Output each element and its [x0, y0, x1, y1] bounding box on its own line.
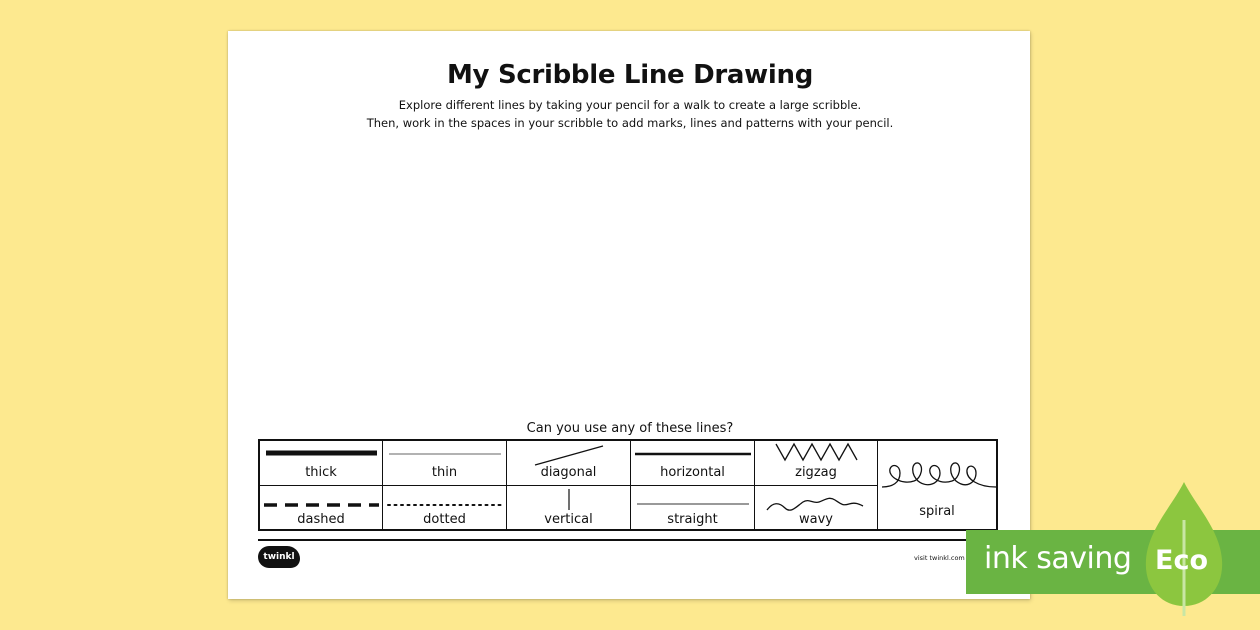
- line-types-table: [258, 439, 998, 531]
- footer-divider: [258, 539, 998, 541]
- label-vertical: vertical: [544, 512, 593, 527]
- cell-zigzag: [755, 441, 878, 486]
- ink-saving-label: ink saving: [984, 541, 1132, 576]
- cell-dashed: [260, 486, 383, 529]
- cell-vertical: [507, 486, 631, 529]
- cell-wavy: [755, 486, 878, 529]
- cell-horizontal: [631, 441, 755, 486]
- label-zigzag: zigzag: [795, 465, 837, 480]
- label-dotted: dotted: [423, 512, 466, 527]
- cell-dotted: [383, 486, 507, 529]
- cell-thin: [383, 441, 507, 486]
- cell-straight: [631, 486, 755, 529]
- cell-diagonal: [507, 441, 631, 486]
- cell-spiral: [878, 441, 996, 529]
- page-title: My Scribble Line Drawing: [446, 60, 814, 90]
- twinkl-logo: twinkl: [258, 546, 300, 568]
- instruction-line-1: Explore different lines by taking your pencil for a walk to create a large scribble.: [398, 98, 862, 112]
- instruction-line-2: Then, work in the spaces in your scribble to add marks, lines and patterns with your pencil.: [366, 116, 894, 130]
- eco-badge-text: Eco: [1155, 545, 1208, 576]
- label-spiral: spiral: [919, 504, 955, 519]
- cell-thick: [260, 441, 383, 486]
- visit-link-text: visit twinkl.com: [914, 554, 965, 562]
- label-horizontal: horizontal: [660, 465, 725, 480]
- lines-question: Can you use any of these lines?: [526, 421, 734, 436]
- label-dashed: dashed: [297, 512, 345, 527]
- label-diagonal: diagonal: [540, 465, 597, 480]
- label-wavy: wavy: [799, 512, 833, 527]
- label-thin: thin: [431, 465, 458, 480]
- label-straight: straight: [667, 512, 718, 527]
- label-thick: thick: [305, 465, 337, 480]
